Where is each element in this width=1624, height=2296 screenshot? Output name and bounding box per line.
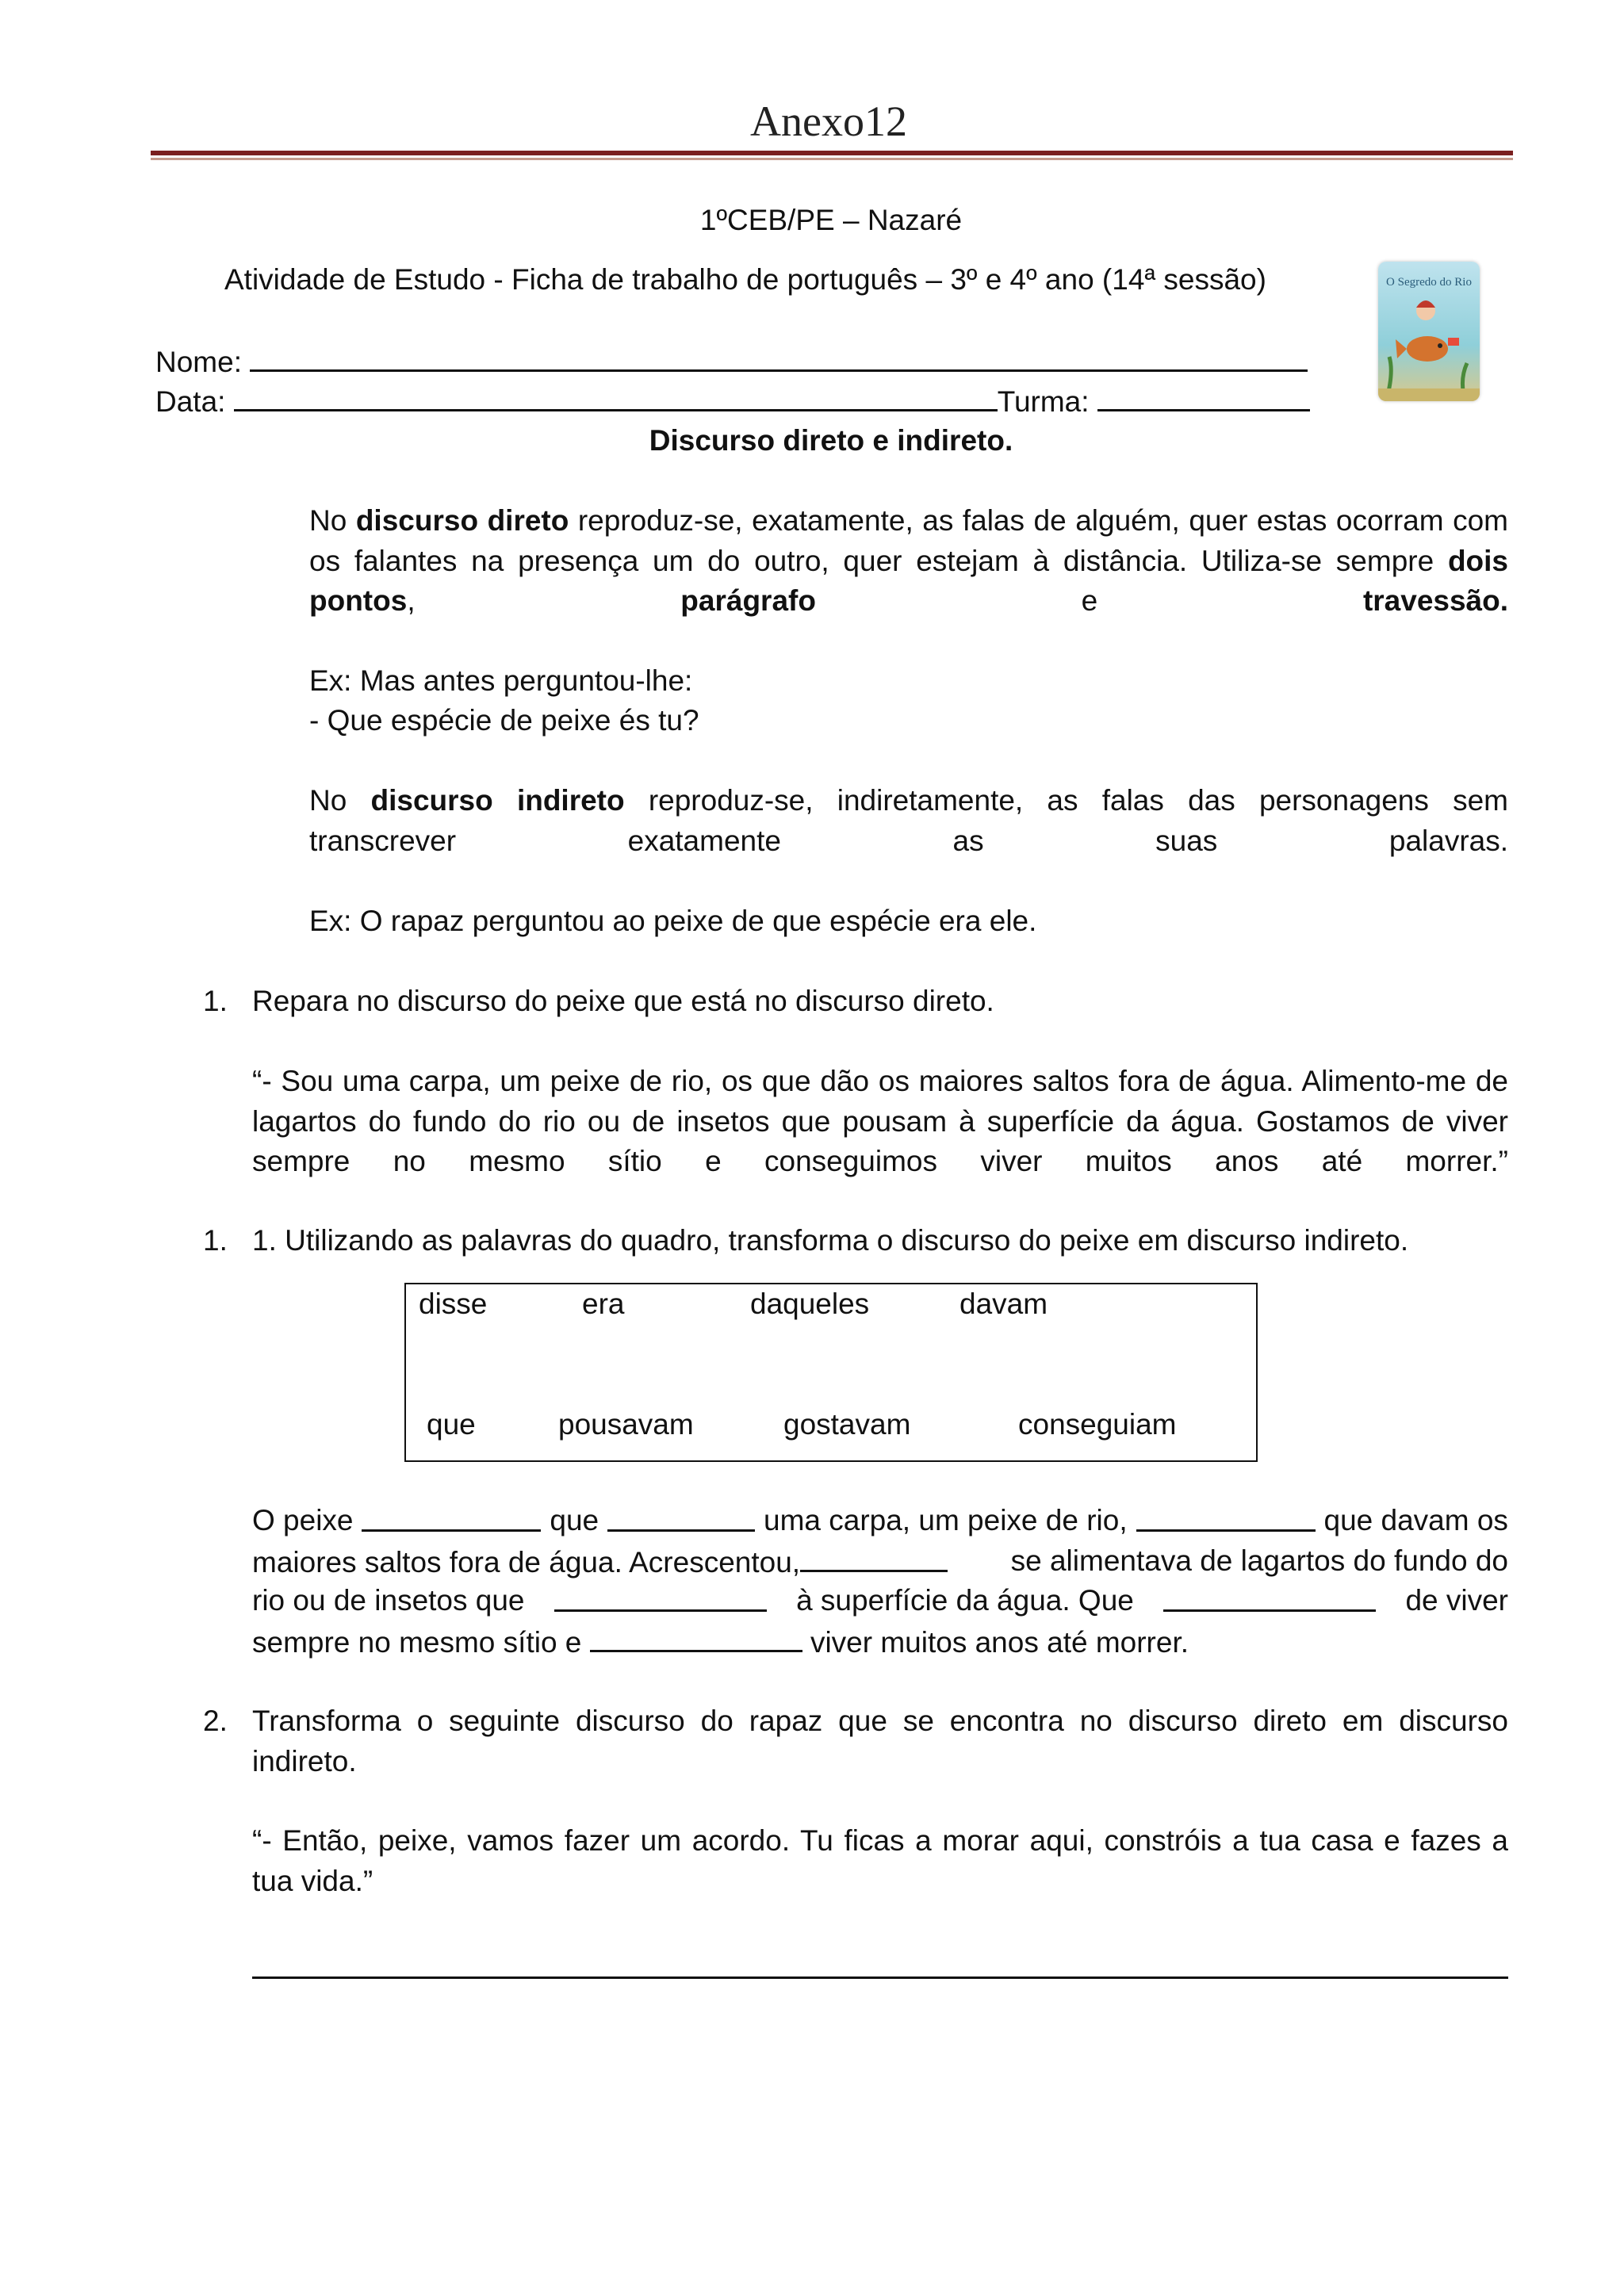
header-rule-thick	[151, 151, 1513, 155]
fill-text: maiores saltos fora de água. Acrescentou,	[252, 1546, 801, 1578]
class-label: Turma:	[997, 385, 1090, 418]
question-1-number: 1.	[203, 985, 228, 1017]
question-1-text: Repara no discurso do peixe que está no discurso direto.	[252, 985, 994, 1017]
fill-blank[interactable]	[800, 1541, 948, 1572]
school-name: 1ºCEB/PE – Nazaré	[699, 204, 963, 236]
fill-blank[interactable]	[607, 1501, 755, 1532]
fill-text: uma carpa, um peixe de rio,	[764, 1504, 1128, 1536]
example-1-line-1: Ex: Mas antes perguntou-lhe:	[309, 664, 693, 697]
term-travessao: travessão.	[1362, 584, 1509, 617]
word-bank-item: que	[427, 1408, 476, 1441]
question-1-quote: “- Sou uma carpa, um peixe de rio, os que dão os maiores saltos fora de água. Alimento-me de lagartos do fundo do rio ou de insetos que pousam à superfície da água. Gostamos de viver sempre no mesmo sítio e conseguimos viver muitos anos até morrer.”	[252, 1065, 1508, 1177]
name-field[interactable]	[250, 341, 1308, 372]
answer-line[interactable]	[252, 1976, 1508, 1979]
question-2-text: Transforma o seguinte discurso do rapaz que se encontra no discurso direto em discurso indireto.	[252, 1705, 1508, 1777]
question-2-quote: “- Então, peixe, vamos fazer um acordo. Tu ficas a morar aqui, constróis a tua casa e fazes a tua vida.”	[252, 1824, 1508, 1897]
fill-blank[interactable]	[590, 1621, 802, 1652]
book-cover-title: O Segredo do Rio	[1386, 276, 1472, 289]
text-run: No	[309, 504, 356, 537]
term-indirect: discurso indireto	[370, 784, 625, 817]
date-field[interactable]	[234, 381, 998, 411]
word-bank-item: era	[582, 1288, 625, 1320]
class-field[interactable]	[1097, 381, 1310, 411]
term-dois-pontos: dois pontos	[309, 544, 1508, 617]
direct-speech-paragraph	[309, 501, 1508, 622]
date-label: Data:	[155, 385, 226, 418]
fill-blank[interactable]	[362, 1501, 541, 1532]
fill-text: à superfície da água. Que	[796, 1584, 1134, 1617]
word-bank-item: daqueles	[750, 1288, 870, 1320]
example-1-line-2: - Que espécie de peixe és tu?	[309, 704, 699, 737]
fill-line-3	[252, 1581, 1508, 1621]
word-bank-item: disse	[419, 1288, 488, 1320]
book-cover-illustration	[1378, 262, 1480, 401]
word-bank-item: pousavam	[558, 1408, 694, 1441]
word-bank-item: davam	[959, 1288, 1048, 1320]
activity-title: Atividade de Estudo - Ficha de trabalho de português – 3º e 4º ano (14ª sessão)	[224, 263, 1266, 296]
header-rule-thin	[151, 158, 1513, 160]
text-run: No	[309, 784, 371, 817]
fill-text: viver muitos anos até morrer.	[810, 1626, 1189, 1659]
fill-blank[interactable]	[1136, 1501, 1316, 1532]
fill-line-2	[252, 1541, 1508, 1582]
question-1-1-number: 1.	[203, 1224, 228, 1257]
word-bank-box	[404, 1283, 1258, 1462]
name-row	[155, 341, 1308, 382]
fill-line-1	[252, 1501, 1508, 1540]
example-2: Ex: O rapaz perguntou ao peixe de que espécie era ele.	[309, 905, 1037, 937]
fill-text: que davam os	[1323, 1504, 1508, 1536]
date-row	[155, 381, 1310, 422]
fill-text: se alimentava de lagartos do fundo do	[1010, 1544, 1508, 1577]
fill-text: que	[550, 1504, 599, 1536]
page-title: Anexo12	[750, 98, 907, 145]
fill-line-4	[252, 1621, 1189, 1663]
indirect-speech-paragraph	[309, 781, 1508, 861]
text-run: reproduz-se, indiretamente, as falas das personagens sem transcrever exatamente as suas palavras.	[309, 784, 1508, 857]
term-direct: discurso direto	[355, 504, 569, 537]
fill-text: de viver	[1405, 1584, 1508, 1617]
book-cover-image	[1378, 262, 1480, 401]
word-bank-item: gostavam	[783, 1408, 911, 1441]
section-title: Discurso direto e indireto.	[649, 424, 1013, 457]
fill-blank[interactable]	[554, 1581, 767, 1612]
text-run: reproduz-se, exatamente, as falas de alguém, quer estas ocorram com os falantes na presença um do outro, quer estejam à distância. Utiliza-se sempre	[309, 504, 1508, 577]
fill-blank[interactable]	[1163, 1581, 1376, 1612]
term-paragrafo: parágrafo	[680, 584, 816, 617]
fill-text: rio ou de insetos que	[252, 1584, 525, 1617]
fill-text: O peixe	[252, 1504, 354, 1536]
word-bank-item: conseguiam	[1018, 1408, 1177, 1441]
fill-text: sempre no mesmo sítio e	[252, 1626, 582, 1659]
name-label: Nome:	[155, 346, 242, 378]
text-run: ,	[407, 584, 681, 617]
question-1-1-text: 1. Utilizando as palavras do quadro, transforma o discurso do peixe em discurso indireto.	[252, 1224, 1409, 1257]
text-run: e	[815, 584, 1363, 617]
question-2-number: 2.	[203, 1705, 228, 1737]
